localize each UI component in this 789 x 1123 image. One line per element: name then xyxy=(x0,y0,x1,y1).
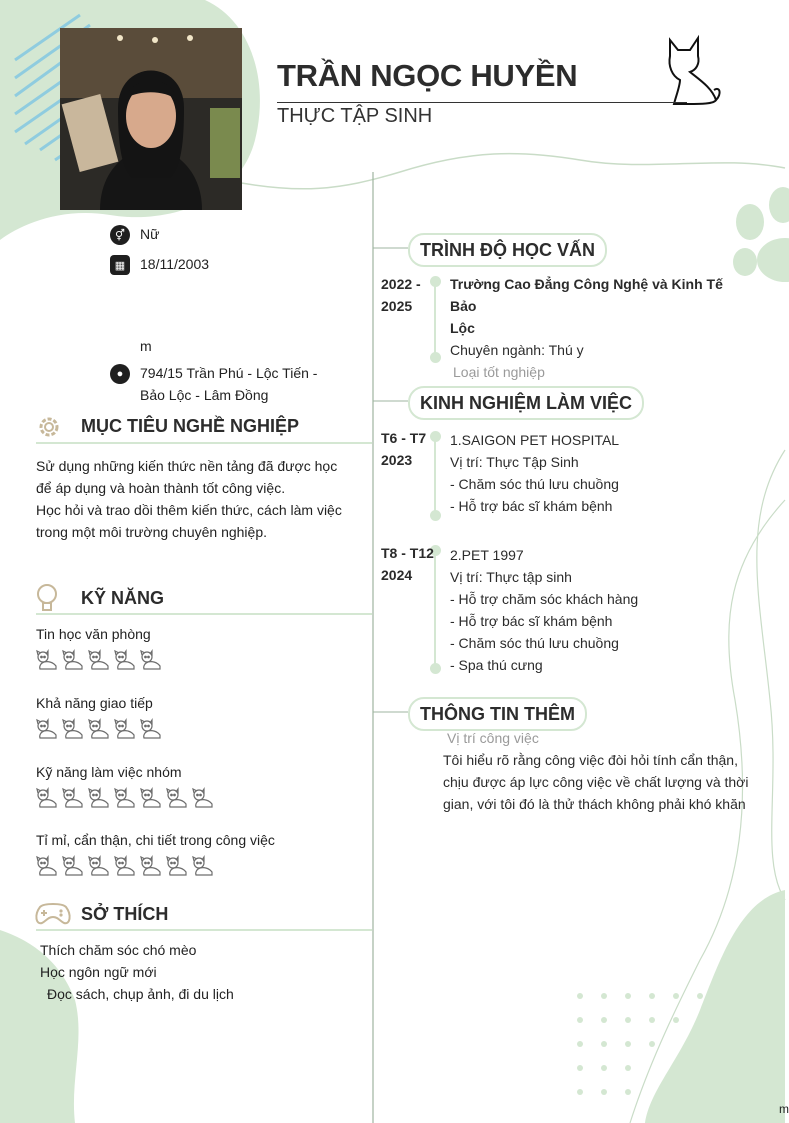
candidate-name: TRẦN NGỌC HUYỀN xyxy=(277,58,578,93)
timeline-line xyxy=(434,280,436,356)
education-title: TRÌNH ĐỘ HỌC VẤN xyxy=(408,233,607,267)
dog-rating-icon xyxy=(36,856,58,876)
additional-subtitle: Vị trí công việc xyxy=(447,730,539,746)
experience-title: KINH NGHIỆM LÀM VIỆC xyxy=(408,386,644,420)
additional-title: THÔNG TIN THÊM xyxy=(408,697,587,731)
skill-name: Tin học văn phòng xyxy=(36,626,151,642)
timeline-dot xyxy=(430,276,441,287)
dog-rating-icon xyxy=(114,856,136,876)
gear-icon xyxy=(36,414,62,440)
objective-divider xyxy=(36,442,372,444)
education-date: 2022 - 2025 xyxy=(381,276,421,314)
candidate-role: THỰC TẬP SINH xyxy=(277,105,433,127)
contact-gender: ⚥ Nữ xyxy=(110,225,159,245)
dog-rating-icon xyxy=(166,856,188,876)
dog-rating-icon xyxy=(88,650,110,670)
job-position: Vị trí: Thực Tập Sinh xyxy=(450,454,579,470)
dog-rating-icon xyxy=(62,856,84,876)
timeline-dot xyxy=(430,510,441,521)
skills-title: KỸ NĂNG xyxy=(81,588,165,608)
objective-text: Sử dụng những kiến thức nền tảng đã được học để áp dụng và hoàn thành tốt công việc. Học hỏi và trao dồi thêm kiến thức, cách làm việc trong một môi trường chuyên nghiệp. xyxy=(36,458,342,540)
skill-name: Kỹ năng làm việc nhóm xyxy=(36,764,182,780)
gamepad-icon xyxy=(34,901,72,927)
dog-rating-icon xyxy=(140,788,162,808)
dog-rating-icon xyxy=(36,650,58,670)
dog-rating-icon xyxy=(192,856,214,876)
dog-rating-icon xyxy=(88,856,110,876)
education-grade: Loại tốt nghiệp xyxy=(453,364,545,380)
gender-icon: ⚥ xyxy=(110,225,130,245)
hobby-item: Học ngôn ngữ mới xyxy=(40,964,157,980)
timeline-dot xyxy=(430,663,441,674)
job-task: - Hỗ trợ chăm sóc khách hàng xyxy=(450,591,639,607)
dog-rating-icon xyxy=(114,788,136,808)
job-task: - Spa thú cưng xyxy=(450,657,543,673)
lightbulb-icon xyxy=(36,584,58,612)
education-major: Chuyên ngành: Thú y xyxy=(450,342,584,358)
dog-rating-icon xyxy=(140,719,162,739)
dog-rating-icon xyxy=(114,650,136,670)
job-task: - Chăm sóc thú lưu chuồng xyxy=(450,476,619,492)
dog-rating-icon xyxy=(114,719,136,739)
school-name: Trường Cao Đẳng Công Nghệ và Kinh Tế Bảo xyxy=(450,276,723,314)
job-company: 2.PET 1997 xyxy=(450,547,524,563)
dog-rating-icon xyxy=(36,788,58,808)
skill-rating xyxy=(36,856,214,876)
job-entry xyxy=(450,429,619,517)
cat-icon xyxy=(669,38,719,104)
location-pin-icon: ● xyxy=(110,364,130,384)
dog-rating-icon xyxy=(88,788,110,808)
name-underline xyxy=(277,102,687,103)
job-entry xyxy=(450,544,638,676)
hobbies-title: SỞ THÍCH xyxy=(81,904,169,924)
skill-name: Khả năng giao tiếp xyxy=(36,695,153,711)
skill-rating xyxy=(36,788,214,808)
dog-rating-icon xyxy=(62,719,84,739)
objective-title: MỤC TIÊU NGHỀ NGHIỆP xyxy=(81,416,300,436)
job-date: T6 - T7 2023 xyxy=(381,430,427,468)
job-company: 1.SAIGON PET HOSPITAL xyxy=(450,432,620,448)
footer-mark: m xyxy=(779,1102,789,1116)
dog-rating-icon xyxy=(192,788,214,808)
contact-birthday: ▦ 18/11/2003 xyxy=(110,255,209,275)
timeline-line xyxy=(434,436,436,516)
hobby-item: Đọc sách, chụp ảnh, đi du lịch xyxy=(47,986,234,1002)
timeline-dot xyxy=(430,431,441,442)
dog-rating-icon xyxy=(36,719,58,739)
contact-address: ● 794/15 Trần Phú - Lộc Tiến - Bảo Lộc - Lâm Đồng xyxy=(110,364,317,406)
skill-rating xyxy=(36,719,162,739)
dog-rating-icon xyxy=(62,650,84,670)
job-task: - Chăm sóc thú lưu chuồng xyxy=(450,635,619,651)
dog-rating-icon xyxy=(166,788,188,808)
dog-rating-icon xyxy=(62,788,84,808)
profile-photo xyxy=(60,28,242,210)
hobby-item: Thích chăm sóc chó mèo xyxy=(40,942,197,958)
hobbies-divider xyxy=(36,929,372,931)
dog-rating-icon xyxy=(140,856,162,876)
timeline-line xyxy=(434,550,436,668)
job-task: - Hỗ trợ bác sĩ khám bệnh xyxy=(450,613,613,629)
contact-extra: m xyxy=(140,338,152,354)
skills-divider xyxy=(36,613,372,615)
job-position: Vị trí: Thực tập sinh xyxy=(450,569,572,585)
job-task: - Hỗ trợ bác sĩ khám bệnh xyxy=(450,498,613,514)
dog-rating-icon xyxy=(140,650,162,670)
additional-text: Tôi hiểu rõ rằng công việc đòi hỏi tính cẩn thận, chịu được áp lực công việc về chất lượng và thời gian, với tôi đó là thử thách không phải khó khăn xyxy=(443,752,749,812)
dog-rating-icon xyxy=(88,719,110,739)
education-entry: Trường Cao Đẳng Công Nghệ và Kinh Tế Bảo Lộc Chuyên ngành: Thú y Loại tốt nghiệp xyxy=(450,273,750,383)
calendar-icon: ▦ xyxy=(110,255,130,275)
job-date: T8 - T12 2024 xyxy=(381,545,434,583)
skill-rating xyxy=(36,650,162,670)
timeline-dot xyxy=(430,352,441,363)
skill-name: Tỉ mỉ, cẩn thận, chi tiết trong công việc xyxy=(36,832,275,848)
